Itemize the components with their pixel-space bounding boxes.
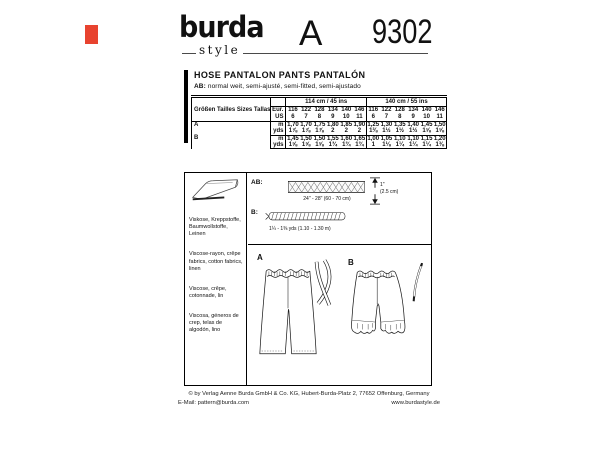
elastic-width-cm: (2.5 cm) xyxy=(380,188,399,195)
table-row-view-a: A m 1,70 1,70 1,75 1,80 1,85 1,90 1,25 1,30 1,35 1,40 1,45 1,50 xyxy=(192,122,447,129)
view-a-label: A xyxy=(257,253,263,262)
fabric-text-en: Viscose-rayon, crêpe fabrics, cotton fabrics, linen xyxy=(189,251,243,272)
fabric-text-es: Viscosa, géneros de crep, telas de algodón, lino xyxy=(189,313,239,334)
title-accent-bar xyxy=(184,70,188,143)
cord-icon xyxy=(265,209,349,223)
pattern-subtitle xyxy=(194,83,361,90)
width-group-114: 114 cm / 45 ins xyxy=(286,97,366,107)
view-b-label: B xyxy=(348,258,354,267)
pattern-number: 9302 xyxy=(372,13,433,51)
table-row: yds 1⅝ 1⅝ 1⅝ 1¾ 1¾ 1¾ 1 1⅛ 1¼ 1¼ 1¼ 1⅜ xyxy=(192,142,447,149)
us-label: US xyxy=(271,114,286,122)
table-row: yds 1⅞ 1⅞ 1⅞ 2 2 2 1⅜ 1½ 1½ 1½ 1⅝ 1⅝ xyxy=(192,128,447,135)
fabric-text-de: Viskose, Kreppstoffe, Baumwollstoffe, Leinen xyxy=(189,217,241,238)
email-text: E-Mail: pattern@burda.com xyxy=(178,399,249,406)
view-b-row-label: B xyxy=(192,135,271,149)
brand-logo: burda xyxy=(179,10,264,44)
table-row-view-b: B m 1,45 1,50 1,50 1,55 1,60 1,65 1,00 1,05 1,10 1,10 1,15 1,20 xyxy=(192,135,447,142)
cord-length-label: 1¼ - 1⅜ yds (1.10 - 1.30 m) xyxy=(269,226,331,232)
red-edge-tab xyxy=(85,25,98,44)
pattern-title: HOSE PANTALON PANTS PANTALÓN xyxy=(194,70,366,80)
view-a-tie-drawing xyxy=(311,256,335,311)
sizes-label: Größen Tailles Sizes Tallas xyxy=(192,107,271,122)
table-row: US 6 7 8 9 10 11 6 7 8 9 10 11 xyxy=(192,114,447,122)
view-letter: A xyxy=(299,14,323,53)
notions-b-label: B: xyxy=(251,209,258,216)
views-panel xyxy=(248,245,431,385)
copyright-line: © by Verlag Aenne Burda GmbH & Co. KG, Hubert-Burda-Platz 2, 77652 Offenburg, Germany xyxy=(188,391,430,397)
table-row: Größen Tailles Sizes Tallas Eur. 116 122 128 134 140 146 116 122 128 134 140 146 xyxy=(192,107,447,115)
width-group-140: 140 cm / 55 ins xyxy=(366,97,446,107)
subtitle-text: normal weit, semi-ajusté, semi-fitted, semi-ajustado xyxy=(207,83,361,90)
elastic-band-icon xyxy=(288,181,365,193)
elastic-width-in: 1" xyxy=(380,182,385,188)
eur-label: Eur. xyxy=(271,107,286,115)
info-box xyxy=(184,172,432,386)
subtitle-views: AB: xyxy=(194,83,206,90)
table-row xyxy=(192,97,447,107)
elastic-width-label xyxy=(380,182,398,195)
fabric-text-fr: Viscose, crêpe, cotonnade, lin xyxy=(189,285,227,299)
fabric-panel xyxy=(185,173,247,385)
view-b-cord-drawing xyxy=(410,256,425,311)
notions-ab-label: AB: xyxy=(251,179,263,186)
brand-sublogo: style xyxy=(196,44,243,57)
view-a-row-label: A xyxy=(192,122,271,136)
view-a-pants-drawing xyxy=(258,263,318,359)
elastic-length-label: 24" - 28" (60 - 70 cm) xyxy=(303,196,351,202)
yardage-table xyxy=(191,95,447,149)
footer xyxy=(178,391,440,407)
website-text: www.burdastyle.de xyxy=(391,399,440,406)
view-b-shorts-drawing xyxy=(350,264,408,346)
fabric-swatch-icon xyxy=(189,177,241,203)
notions-panel xyxy=(248,173,431,245)
